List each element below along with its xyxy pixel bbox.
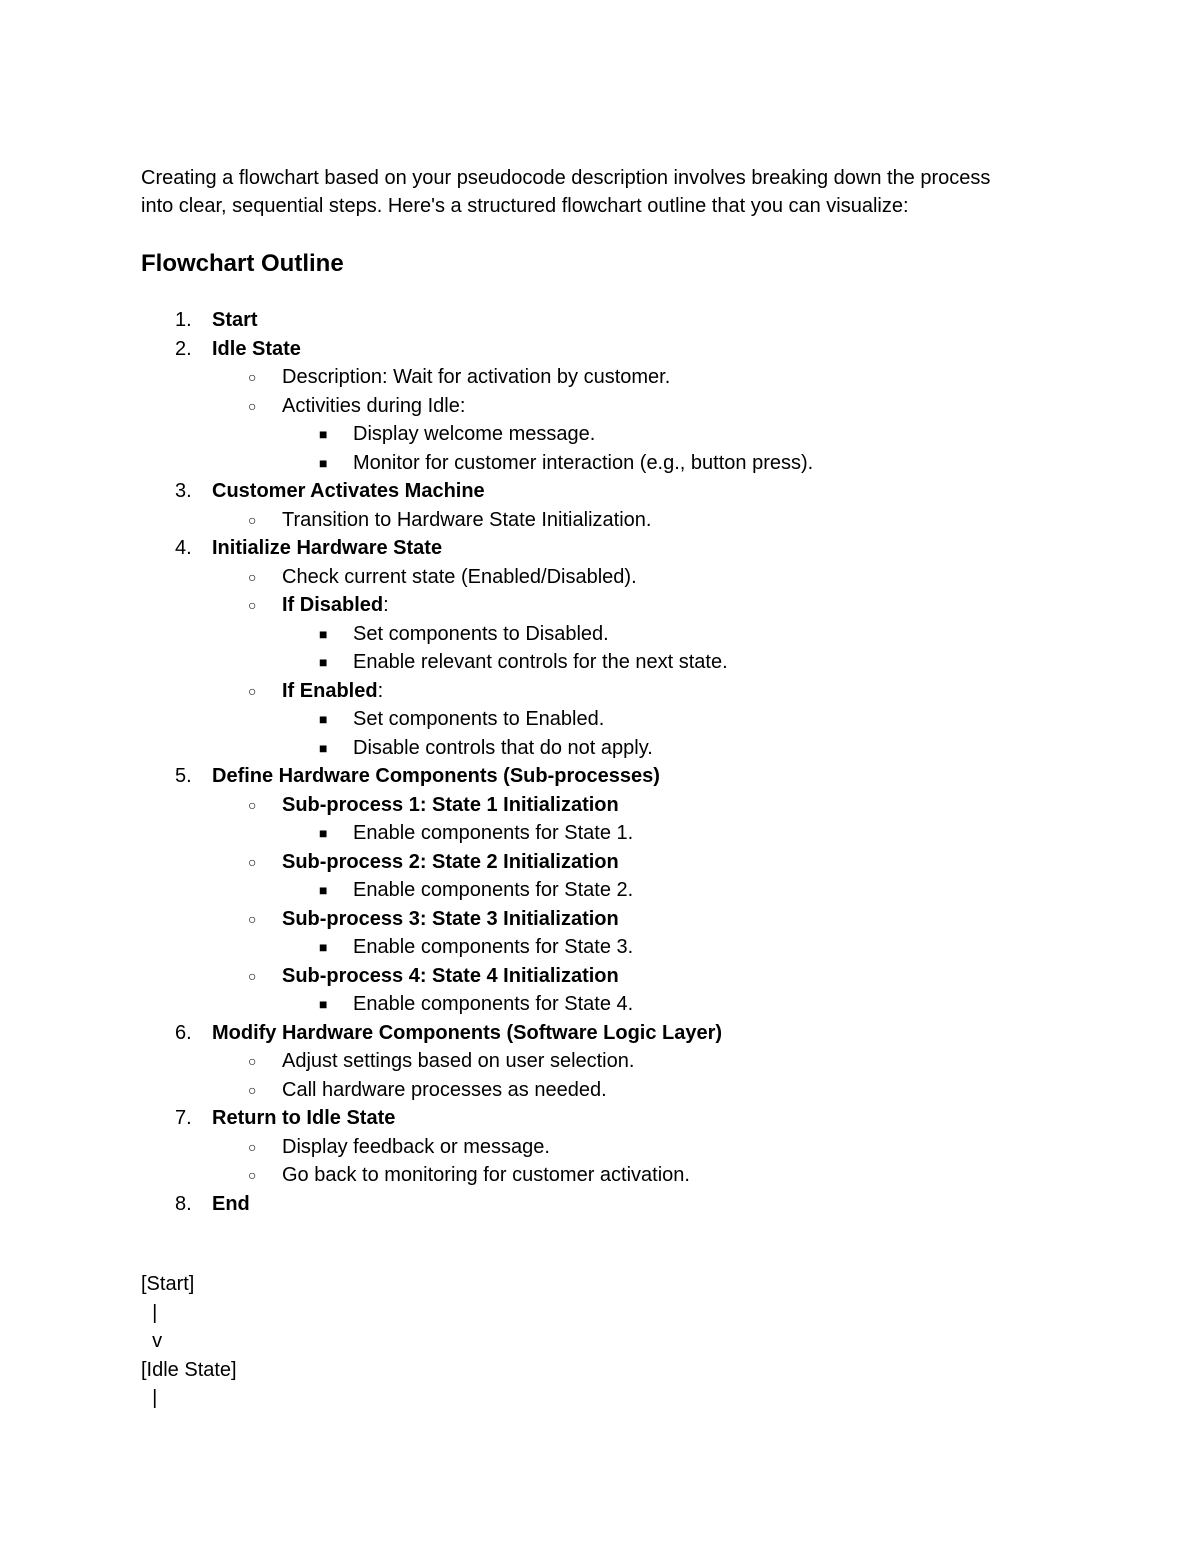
list-item-text	[282, 791, 619, 820]
list-item-bold-text: If Enabled	[282, 679, 378, 702]
hollow-bullet-icon: ○	[248, 853, 257, 870]
list-item-text: Modify Hardware Components (Software Logic Layer)	[212, 1021, 723, 1044]
list-item-text: Activities during Idle:	[282, 394, 466, 417]
list-item-sub	[141, 905, 1071, 934]
list-item-step	[141, 335, 1071, 364]
list-item-text: If Disabled:	[282, 594, 389, 616]
hollow-bullet-icon: ○	[248, 1053, 257, 1069]
list-item-sub	[141, 363, 1071, 392]
list-item-sub	[141, 848, 1071, 877]
list-item-bold-text: Sub-process 3: State 3 Initialization	[282, 907, 619, 930]
list-item-sub	[141, 563, 1071, 592]
list-item-text: Define Hardware Components (Sub-processes)	[212, 765, 660, 787]
hollow-bullet-icon: ○	[248, 910, 257, 927]
list-item-text: Adjust settings based on user selection.	[282, 1050, 635, 1072]
list-item-text	[282, 848, 619, 877]
list-item-sub	[141, 791, 1071, 820]
list-item-text: Enable components for State 1.	[353, 822, 634, 844]
list-item-sub	[141, 591, 1071, 620]
square-bullet-icon: ■	[319, 996, 328, 1012]
list-number: 3.	[175, 480, 192, 502]
hollow-bullet-icon: ○	[248, 511, 257, 528]
hollow-bullet-icon: ○	[248, 1167, 257, 1183]
square-bullet-icon: ■	[319, 625, 328, 642]
intro-paragraph	[141, 164, 1071, 220]
document-page	[141, 164, 1071, 1215]
text-flowchart	[141, 1270, 237, 1413]
list-item-text: Display feedback or message.	[282, 1135, 550, 1158]
hollow-bullet-icon: ○	[248, 369, 257, 385]
hollow-bullet-icon: ○	[248, 568, 257, 585]
list-item-sub	[141, 1161, 1071, 1190]
list-number: 5.	[175, 765, 192, 787]
list-item-step	[141, 534, 1071, 563]
list-item-text: Monitor for customer interaction (e.g., button press).	[353, 451, 814, 474]
hollow-bullet-icon: ○	[248, 796, 257, 813]
list-number: 7.	[175, 1107, 192, 1129]
square-bullet-icon: ■	[319, 939, 328, 955]
list-item-bold-text: Sub-process 1: State 1 Initialization	[282, 793, 619, 816]
list-item-sub	[141, 962, 1071, 991]
list-number: 8.	[175, 1192, 192, 1215]
hollow-bullet-icon: ○	[248, 682, 257, 699]
list-item-text: Go back to monitoring for customer activation.	[282, 1164, 690, 1186]
list-item-step	[141, 1104, 1071, 1133]
list-item-bold-text: Sub-process 4: State 4 Initialization	[282, 964, 619, 987]
square-bullet-icon: ■	[319, 711, 328, 727]
list-item-subsub	[141, 933, 1071, 962]
list-item-text: Customer Activates Machine	[212, 480, 485, 502]
list-item-subsub	[141, 449, 1071, 478]
list-item-bold-text: If Disabled	[282, 594, 384, 616]
list-item-text: Enable components for State 4.	[353, 993, 634, 1015]
list-item-step	[141, 1190, 1071, 1219]
list-item-text: If Enabled:	[282, 679, 384, 702]
list-item-text: Check current state (Enabled/Disabled).	[282, 565, 637, 588]
section-heading: Flowchart Outline	[141, 250, 344, 277]
list-item-text: Transition to Hardware State Initialization.	[282, 508, 652, 531]
flow-line: v	[141, 1330, 163, 1352]
list-item-subsub	[141, 648, 1071, 677]
square-bullet-icon: ■	[319, 454, 328, 471]
list-item-sub	[141, 677, 1071, 706]
list-item-text	[282, 905, 619, 934]
list-item-subsub	[141, 420, 1071, 449]
list-number: 6.	[175, 1021, 192, 1044]
hollow-bullet-icon: ○	[248, 1081, 257, 1098]
list-item-step	[141, 477, 1071, 506]
list-item-text: End	[212, 1192, 250, 1215]
flow-line: |	[141, 1387, 158, 1409]
list-item-text: Disable controls that do not apply.	[353, 736, 653, 759]
hollow-bullet-icon: ○	[248, 597, 257, 613]
list-item-text	[282, 962, 619, 991]
hollow-bullet-icon: ○	[248, 967, 257, 984]
list-number: 4.	[175, 537, 192, 559]
list-item-text: Description: Wait for activation by customer.	[282, 366, 671, 388]
list-item-text: Initialize Hardware State	[212, 537, 443, 559]
list-item-step	[141, 306, 1071, 335]
list-item-bold-text: Sub-process 2: State 2 Initialization	[282, 850, 619, 873]
list-item-text: Idle State	[212, 337, 301, 360]
list-item-text: Call hardware processes as needed.	[282, 1078, 607, 1101]
list-item-text: Set components to Disabled.	[353, 622, 609, 645]
square-bullet-icon: ■	[319, 654, 328, 670]
list-item-text: Start	[212, 309, 258, 331]
list-item-subsub	[141, 705, 1071, 734]
list-item-sub	[141, 1047, 1071, 1076]
intro-line-1: Creating a flowchart based on your pseudocode description involves breaking down the process	[141, 167, 991, 189]
list-item-sub	[141, 392, 1071, 421]
flow-line: |	[141, 1301, 158, 1324]
list-number: 2.	[175, 337, 192, 360]
square-bullet-icon: ■	[319, 882, 328, 898]
square-bullet-icon: ■	[319, 426, 328, 442]
flowchart-outline-list	[141, 306, 1071, 1218]
list-item-text: Enable components for State 2.	[353, 879, 634, 901]
list-item-subsub	[141, 990, 1071, 1019]
list-number: 1.	[175, 309, 192, 331]
intro-line-2: into clear, sequential steps. Here's a structured flowchart outline that you can visualize:	[141, 195, 909, 217]
list-item-sub	[141, 506, 1071, 535]
list-item-subsub	[141, 620, 1071, 649]
flow-line: [Idle State]	[141, 1358, 237, 1381]
list-item-step	[141, 762, 1071, 791]
hollow-bullet-icon: ○	[248, 397, 257, 414]
list-item-subsub	[141, 876, 1071, 905]
list-item-text: Enable components for State 3.	[353, 936, 634, 958]
list-item-text: Display welcome message.	[353, 423, 596, 445]
list-item-step	[141, 1019, 1071, 1048]
list-item-sub	[141, 1076, 1071, 1105]
square-bullet-icon: ■	[319, 739, 328, 756]
list-item-text: Set components to Enabled.	[353, 708, 605, 730]
flow-line: [Start]	[141, 1273, 195, 1295]
list-item-sub	[141, 1133, 1071, 1162]
list-item-subsub	[141, 734, 1071, 763]
list-item-text: Return to Idle State	[212, 1107, 396, 1129]
list-item-text: Enable relevant controls for the next state.	[353, 651, 728, 673]
hollow-bullet-icon: ○	[248, 1138, 257, 1155]
square-bullet-icon: ■	[319, 825, 328, 841]
list-item-subsub	[141, 819, 1071, 848]
